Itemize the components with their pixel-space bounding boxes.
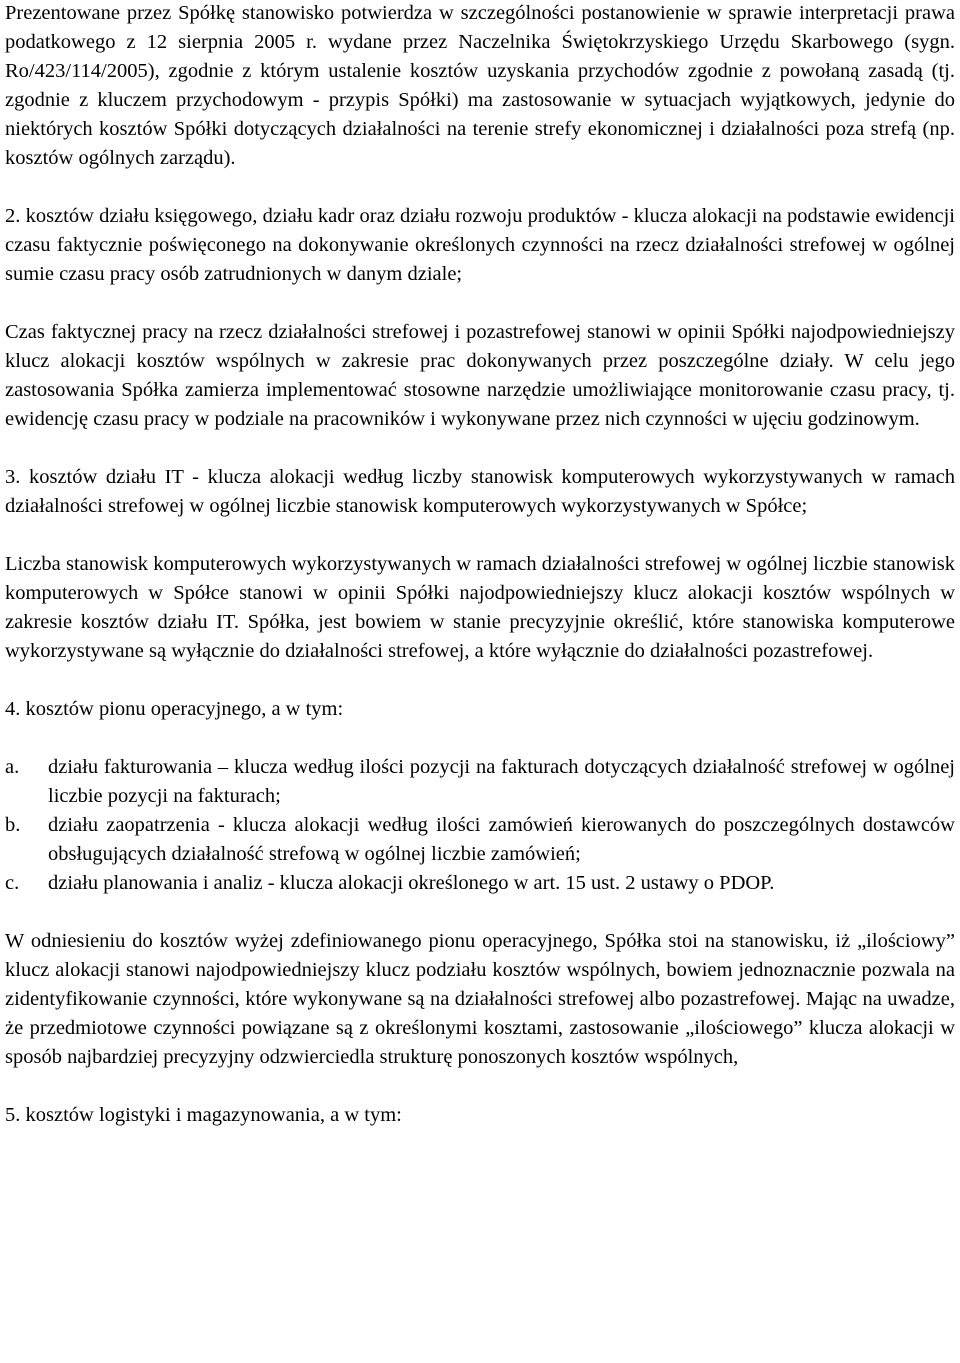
paragraph-working-time: Czas faktycznej pracy na rzecz działalności strefowej i pozastrefowej stanowi w opinii Spółki najodpowiedniejszy klucz alokacji kosztów wspólnych w zakresie prac dokonywanych przez poszczególne działy. W celu jego zastosowania Spółka zamierza implementować stosowne narzędzie umożliwiające monitorowanie czasu pracy, tj. ewidencję czasu pracy w podziale na pracowników i wykonywane przez nich czynności w ujęciu godzinowym. (5, 321, 955, 430)
paragraph-item-3: 3. kosztów działu IT - klucza alokacji według liczby stanowisk komputerowych wykorzystywanych w ramach działalności strefowej w ogólnej liczbie stanowisk komputerowych wykorzystywanych w Spółce; (5, 466, 955, 517)
paragraph-item-2: 2. kosztów działu księgowego, działu kadr oraz działu rozwoju produktów - klucza alokacji na podstawie ewidencji czasu faktycznie poświęconego na dokonywanie określonych czynności na rzecz działalności strefowej w ogólnej sumie czasu pracy osób zatrudnionych w danym dziale; (5, 205, 955, 285)
list-item (5, 869, 955, 898)
paragraph-item-5: 5. kosztów logistyki i magazynowania, a w tym: (5, 1104, 402, 1126)
list-item-text: działu planowania i analiz - klucza alokacji określonego w art. 15 ust. 2 ustawy o PDOP. (48, 872, 775, 894)
paragraph-workstations: Liczba stanowisk komputerowych wykorzystywanych w ramach działalności strefowej w ogólnej liczbie stanowisk komputerowych w Spółce stanowi w opinii Spółki najodpowiedniejszy klucz alokacji kosztów wspólnych w zakresie kosztów działu IT. Spółka, jest bowiem w stanie precyzyjnie określić, które stanowiska komputerowe wykorzystywane są wyłącznie do działalności strefowej, a które wyłącznie do działalności pozastrefowej. (5, 553, 955, 662)
list-marker: a. (5, 756, 20, 778)
list-item (5, 811, 955, 869)
paragraph-operational-key: W odniesieniu do kosztów wyżej zdefiniowanego pionu operacyjnego, Spółka stoi na stanowisku, iż „ilościowy” klucz alokacji stanowi najodpowiedniejszy klucz podziału kosztów wspólnych, bowiem jednoznacznie pozwala na zidentyfikowanie czynności, które wykonywane są na działalności strefowej albo pozastrefowej. Mając na uwadze, że przedmiotowe czynności powiązane są z określonymi kosztami, zastosowanie „ilościowego” klucza alokacji w sposób najbardziej precyzyjny odzwierciedla strukturę ponoszonych kosztów wspólnych, (5, 930, 955, 1068)
list-item-text: działu zaopatrzenia - klucza alokacji według ilości zamówień kierowanych do poszczególnych dostawców obsługujących działalność strefową w ogólnej liczbie zamówień; (48, 814, 955, 865)
paragraph-item-4: 4. kosztów pionu operacyjnego, a w tym: (5, 698, 344, 720)
paragraph-interpretation: Prezentowane przez Spółkę stanowisko potwierdza w szczególności postanowienie w sprawie interpretacji prawa podatkowego z 12 sierpnia 2005 r. wydane przez Naczelnika Świętokrzyskiego Urzędu Skarbowego (sygn. Ro/423/114/2005), zgodnie z którym ustalenie kosztów uzyskania przychodów zgodnie z powołaną zasadą (tj. zgodnie z kluczem przychodowym - przypis Spółki) ma zastosowanie w sytuacjach wyjątkowych, jedynie do niektórych kosztów Spółki dotyczących działalności na terenie strefy ekonomicznej i działalności poza strefą (np. kosztów ogólnych zarządu). (5, 2, 955, 169)
operational-division-list (5, 753, 955, 898)
list-marker: b. (5, 814, 21, 836)
list-marker: c. (5, 872, 20, 894)
list-item-text: działu fakturowania – klucza według ilości pozycji na fakturach dotyczących działalność strefowej w ogólnej liczbie pozycji na fakturach; (48, 756, 955, 807)
list-item (5, 753, 955, 811)
